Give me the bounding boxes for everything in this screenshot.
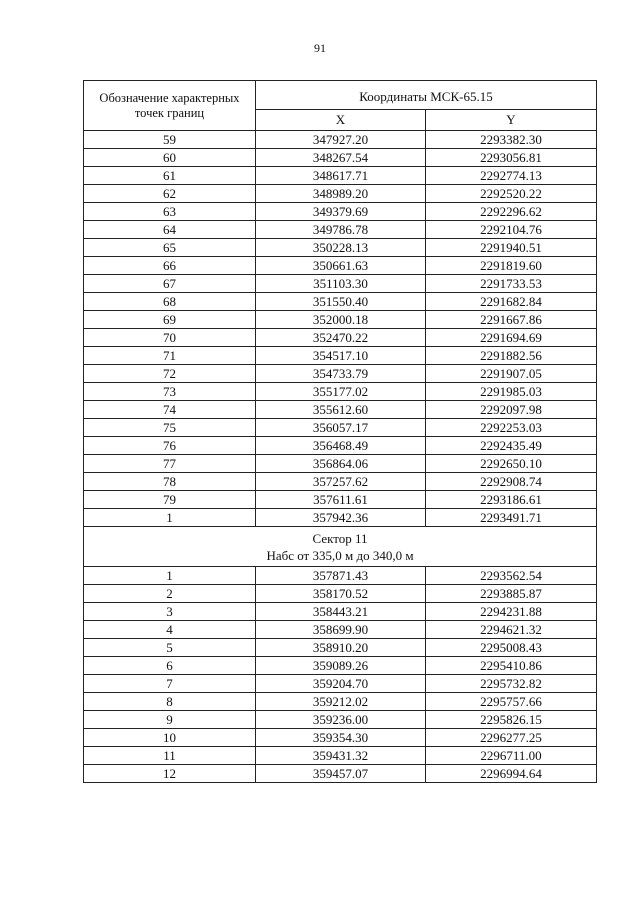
x-coordinate-cell: 356864.06 <box>256 455 426 473</box>
y-coordinate-cell: 2291940.51 <box>426 239 597 257</box>
y-coordinate-cell: 2292774.13 <box>426 167 597 185</box>
y-coordinate-cell: 2296277.25 <box>426 729 597 747</box>
y-coordinate-cell: 2295732.82 <box>426 675 597 693</box>
x-coordinate-cell: 352470.22 <box>256 329 426 347</box>
x-coordinate-cell: 356057.17 <box>256 419 426 437</box>
point-number-cell: 2 <box>84 585 256 603</box>
point-number-cell: 8 <box>84 693 256 711</box>
x-coordinate-cell: 352000.18 <box>256 311 426 329</box>
table-row <box>84 257 597 275</box>
point-number-cell: 74 <box>84 401 256 419</box>
table-row <box>84 765 597 783</box>
x-coordinate-cell: 348989.20 <box>256 185 426 203</box>
point-number-cell: 70 <box>84 329 256 347</box>
table-row <box>84 221 597 239</box>
table-row <box>84 185 597 203</box>
point-number-cell: 66 <box>84 257 256 275</box>
y-coordinate-cell: 2293562.54 <box>426 567 597 585</box>
x-coordinate-cell: 347927.20 <box>256 131 426 149</box>
table-row <box>84 693 597 711</box>
point-number-cell: 63 <box>84 203 256 221</box>
y-coordinate-cell: 2292520.22 <box>426 185 597 203</box>
table-row <box>84 383 597 401</box>
x-coordinate-cell: 354733.79 <box>256 365 426 383</box>
column-header-x: X <box>256 110 426 131</box>
x-coordinate-cell: 358699.90 <box>256 621 426 639</box>
table-row <box>84 585 597 603</box>
table-row <box>84 491 597 509</box>
table-row <box>84 149 597 167</box>
point-number-cell: 59 <box>84 131 256 149</box>
point-number-cell: 60 <box>84 149 256 167</box>
x-coordinate-cell: 350661.63 <box>256 257 426 275</box>
y-coordinate-cell: 2292908.74 <box>426 473 597 491</box>
y-coordinate-cell: 2294231.88 <box>426 603 597 621</box>
point-number-cell: 12 <box>84 765 256 783</box>
x-coordinate-cell: 358170.52 <box>256 585 426 603</box>
y-coordinate-cell: 2292435.49 <box>426 437 597 455</box>
x-coordinate-cell: 355177.02 <box>256 383 426 401</box>
sector-row <box>84 527 597 567</box>
y-coordinate-cell: 2295008.43 <box>426 639 597 657</box>
table-row <box>84 603 597 621</box>
table-row <box>84 293 597 311</box>
x-coordinate-cell: 357611.61 <box>256 491 426 509</box>
point-number-cell: 62 <box>84 185 256 203</box>
table-row <box>84 275 597 293</box>
y-coordinate-cell: 2296711.00 <box>426 747 597 765</box>
table-row <box>84 509 597 527</box>
table-row <box>84 567 597 585</box>
point-number-cell: 71 <box>84 347 256 365</box>
point-number-cell: 1 <box>84 567 256 585</box>
point-number-cell: 61 <box>84 167 256 185</box>
x-coordinate-cell: 358910.20 <box>256 639 426 657</box>
table-row <box>84 621 597 639</box>
y-coordinate-cell: 2291733.53 <box>426 275 597 293</box>
y-coordinate-cell: 2291907.05 <box>426 365 597 383</box>
sector-title: Сектор 11 <box>312 531 368 546</box>
x-coordinate-cell: 354517.10 <box>256 347 426 365</box>
table-header <box>84 81 597 131</box>
x-coordinate-cell: 359354.30 <box>256 729 426 747</box>
x-coordinate-cell: 349379.69 <box>256 203 426 221</box>
point-number-cell: 9 <box>84 711 256 729</box>
point-number-cell: 68 <box>84 293 256 311</box>
x-coordinate-cell: 359236.00 <box>256 711 426 729</box>
table-row <box>84 711 597 729</box>
x-coordinate-cell: 350228.13 <box>256 239 426 257</box>
y-coordinate-cell: 2292296.62 <box>426 203 597 221</box>
x-coordinate-cell: 357942.36 <box>256 509 426 527</box>
point-number-cell: 10 <box>84 729 256 747</box>
y-coordinate-cell: 2294621.32 <box>426 621 597 639</box>
y-coordinate-cell: 2293382.30 <box>426 131 597 149</box>
point-number-cell: 78 <box>84 473 256 491</box>
column-header-coordinates: Координаты МСК-65.15 <box>256 81 597 110</box>
page-number: 91 <box>314 41 326 55</box>
point-number-cell: 69 <box>84 311 256 329</box>
x-coordinate-cell: 355612.60 <box>256 401 426 419</box>
y-coordinate-cell: 2291985.03 <box>426 383 597 401</box>
x-coordinate-cell: 348617.71 <box>256 167 426 185</box>
point-number-cell: 6 <box>84 657 256 675</box>
y-coordinate-cell: 2291667.86 <box>426 311 597 329</box>
y-coordinate-cell: 2296994.64 <box>426 765 597 783</box>
point-number-cell: 65 <box>84 239 256 257</box>
table-row <box>84 729 597 747</box>
table-row <box>84 167 597 185</box>
x-coordinate-cell: 351550.40 <box>256 293 426 311</box>
point-number-cell: 73 <box>84 383 256 401</box>
point-number-cell: 1 <box>84 509 256 527</box>
point-number-cell: 76 <box>84 437 256 455</box>
sector-cell <box>84 527 597 567</box>
y-coordinate-cell: 2292104.76 <box>426 221 597 239</box>
point-number-cell: 72 <box>84 365 256 383</box>
y-coordinate-cell: 2292253.03 <box>426 419 597 437</box>
point-number-cell: 4 <box>84 621 256 639</box>
y-coordinate-cell: 2292650.10 <box>426 455 597 473</box>
x-coordinate-cell: 349786.78 <box>256 221 426 239</box>
point-number-cell: 7 <box>84 675 256 693</box>
table-row <box>84 311 597 329</box>
x-coordinate-cell: 357257.62 <box>256 473 426 491</box>
y-coordinate-cell: 2293491.71 <box>426 509 597 527</box>
x-coordinate-cell: 359431.32 <box>256 747 426 765</box>
x-coordinate-cell: 358443.21 <box>256 603 426 621</box>
column-header-points: Обозначение характерных точек границ <box>84 81 256 131</box>
table-body-part-2 <box>84 567 597 783</box>
point-number-cell: 11 <box>84 747 256 765</box>
table-row <box>84 131 597 149</box>
table-row <box>84 473 597 491</box>
x-coordinate-cell: 356468.49 <box>256 437 426 455</box>
y-coordinate-cell: 2291882.56 <box>426 347 597 365</box>
point-number-cell: 5 <box>84 639 256 657</box>
table-row <box>84 329 597 347</box>
x-coordinate-cell: 348267.54 <box>256 149 426 167</box>
point-number-cell: 64 <box>84 221 256 239</box>
x-coordinate-cell: 351103.30 <box>256 275 426 293</box>
y-coordinate-cell: 2293186.61 <box>426 491 597 509</box>
x-coordinate-cell: 359212.02 <box>256 693 426 711</box>
y-coordinate-cell: 2295826.15 <box>426 711 597 729</box>
y-coordinate-cell: 2293056.81 <box>426 149 597 167</box>
table-body-part-1 <box>84 131 597 527</box>
y-coordinate-cell: 2291682.84 <box>426 293 597 311</box>
y-coordinate-cell: 2292097.98 <box>426 401 597 419</box>
coordinates-table <box>83 80 597 783</box>
x-coordinate-cell: 359089.26 <box>256 657 426 675</box>
y-coordinate-cell: 2291694.69 <box>426 329 597 347</box>
sector-altitude-range: Набс от 335,0 м до 340,0 м <box>266 548 414 563</box>
x-coordinate-cell: 357871.43 <box>256 567 426 585</box>
y-coordinate-cell: 2291819.60 <box>426 257 597 275</box>
table-row <box>84 639 597 657</box>
table-row <box>84 239 597 257</box>
table-row <box>84 455 597 473</box>
table-row <box>84 657 597 675</box>
table-row <box>84 401 597 419</box>
sector-section <box>84 527 597 567</box>
table-row <box>84 675 597 693</box>
table-row <box>84 419 597 437</box>
y-coordinate-cell: 2295757.66 <box>426 693 597 711</box>
table-row <box>84 365 597 383</box>
point-number-cell: 75 <box>84 419 256 437</box>
point-number-cell: 3 <box>84 603 256 621</box>
y-coordinate-cell: 2293885.87 <box>426 585 597 603</box>
table-row <box>84 203 597 221</box>
table-row <box>84 437 597 455</box>
point-number-cell: 79 <box>84 491 256 509</box>
point-number-cell: 77 <box>84 455 256 473</box>
x-coordinate-cell: 359204.70 <box>256 675 426 693</box>
x-coordinate-cell: 359457.07 <box>256 765 426 783</box>
y-coordinate-cell: 2295410.86 <box>426 657 597 675</box>
column-header-y: Y <box>426 110 597 131</box>
table-row <box>84 347 597 365</box>
table-row <box>84 747 597 765</box>
header-row-top <box>84 81 597 110</box>
point-number-cell: 67 <box>84 275 256 293</box>
